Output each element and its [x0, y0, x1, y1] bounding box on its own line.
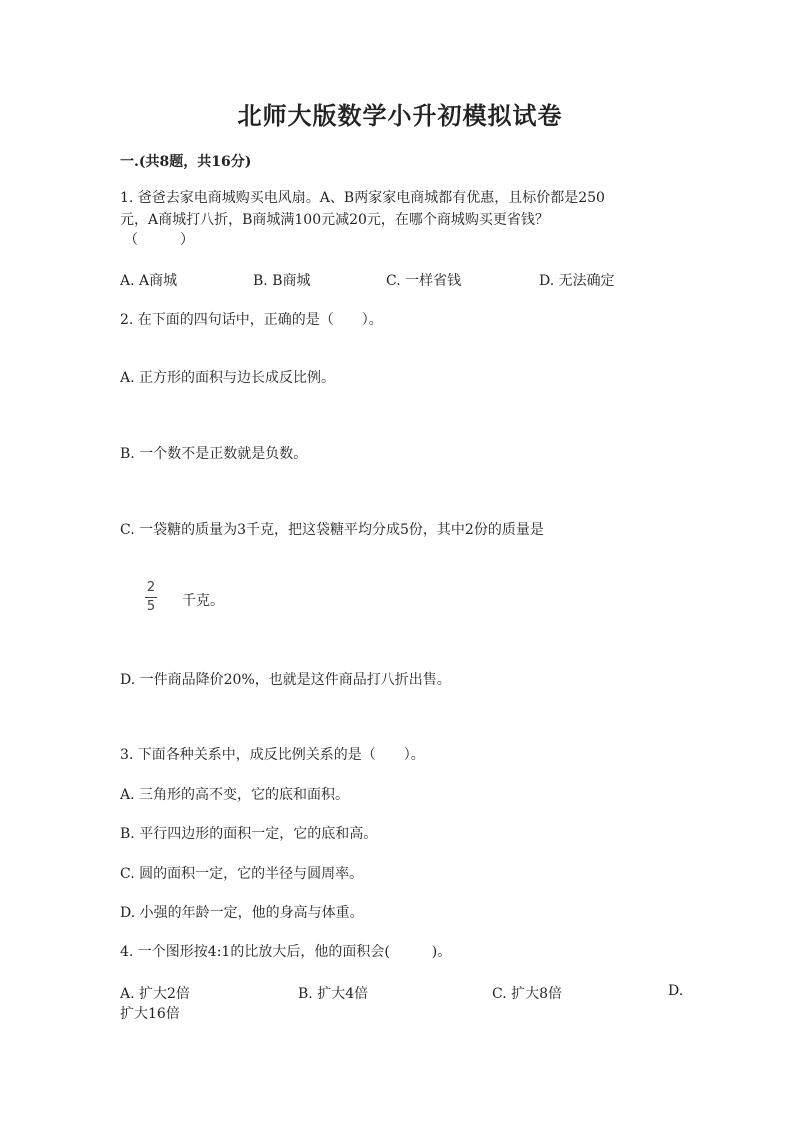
- question-3-option-b: B. 平行四边形的面积一定，它的底和高。: [120, 826, 378, 842]
- question-1-option-d: D. 无法确定: [539, 273, 615, 289]
- question-1-option-b: B. B商城: [253, 273, 311, 289]
- question-4-option-a: A. 扩大2倍: [120, 986, 190, 1002]
- question-2-option-c-tail: 千克。: [182, 593, 224, 609]
- question-4-stem: 4. 一个图形按4:1的比放大后，他的面积会( )。: [120, 944, 452, 960]
- question-1-blank: （ ）: [124, 232, 194, 248]
- question-4-option-d-text: 扩大16倍: [120, 1006, 180, 1022]
- question-4-option-d-label: D.: [668, 983, 684, 999]
- fraction-denominator: 5: [146, 599, 156, 614]
- question-2-stem: 2. 在下面的四句话中，正确的是（ ）。: [120, 312, 383, 328]
- question-3-option-c: C. 圆的面积一定，它的半径与圆周率。: [120, 866, 364, 882]
- question-2-option-a: A. 正方形的面积与边长成反比例。: [120, 370, 336, 386]
- question-2-option-d: D. 一件商品降价20%，也就是这件商品打八折出售。: [120, 672, 451, 688]
- question-3-option-d: D. 小强的年龄一定，他的身高与体重。: [120, 905, 364, 921]
- question-3-stem: 3. 下面各种关系中，成反比例关系的是（ ）。: [120, 747, 425, 763]
- question-1-option-c: C. 一样省钱: [386, 273, 462, 289]
- question-1-line-2: 元，A商城打八折，B商城满100元减20元，在哪个商城购买更省钱？: [120, 212, 549, 228]
- section-heading: 一.(共8题，共16分): [120, 154, 252, 170]
- page-title: 北师大版数学小升初模拟试卷: [237, 101, 563, 130]
- question-2-option-c: C. 一袋糖的质量为3千克，把这袋糖平均分成5份，其中2份的质量是: [120, 522, 544, 538]
- question-4-option-c: C. 扩大8倍: [492, 986, 563, 1002]
- fraction-two-fifths: [142, 581, 160, 614]
- question-1-line-1: 1. 爸爸去家电商城购买电风扇。A、B两家家电商城都有优惠，且标价都是250: [120, 190, 605, 206]
- fraction-bar: [145, 597, 157, 598]
- question-1-option-a: A. A商城: [120, 273, 178, 289]
- fraction-numerator: 2: [146, 580, 156, 595]
- question-2-option-b: B. 一个数不是正数就是负数。: [120, 446, 308, 462]
- question-4-option-b: B. 扩大4倍: [298, 986, 369, 1002]
- question-3-option-a: A. 三角形的高不变，它的底和面积。: [120, 787, 350, 803]
